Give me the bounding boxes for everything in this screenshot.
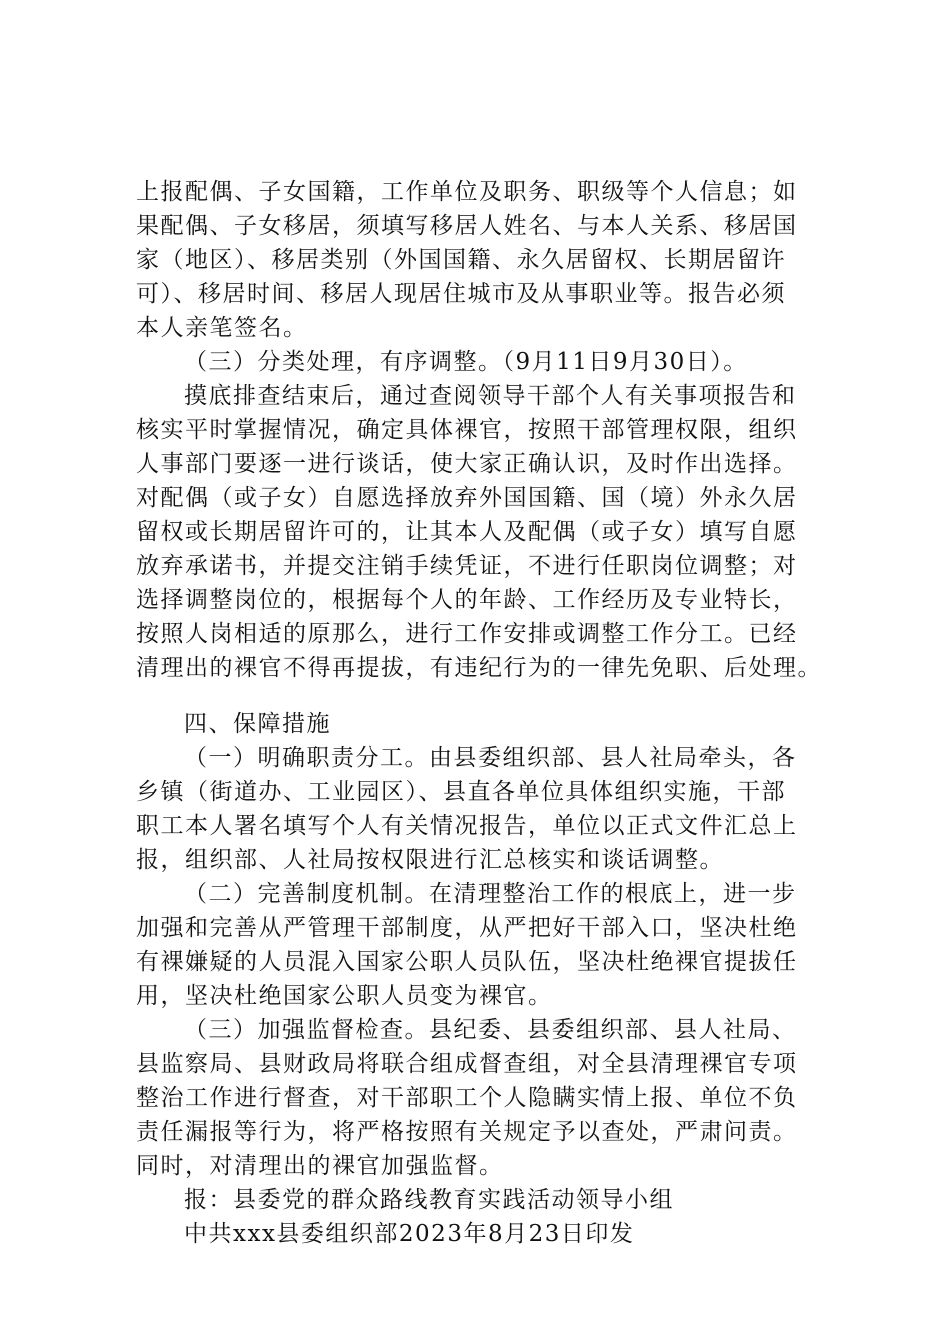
text-line: 同时，对清理出的裸官加强监督。	[136, 1153, 504, 1179]
text-line: 果配偶、子女移居，须填写移居人姓名、与本人关系、移居国	[136, 213, 798, 239]
text-line: 选择调整岗位的，根据每个人的年龄、工作经历及专业特长，	[136, 587, 798, 613]
text-line: （二）完善制度机制。在清理整治工作的根底上，进一步	[184, 881, 797, 907]
report-to-line: 报：县委党的群众路线教育实践活动领导小组	[184, 1187, 674, 1213]
text-line: 整治工作进行督查，对干部职工个人隐瞒实情上报、单位不负	[136, 1085, 798, 1111]
text-line: 上报配偶、子女国籍，工作单位及职务、职级等个人信息；如	[136, 179, 798, 205]
text-line: 报，组织部、人社局按权限进行汇总核实和谈话调整。	[136, 847, 724, 873]
text-line: 可）、移居时间、移居人现居住城市及从事职业等。报告必须	[136, 281, 786, 307]
text-line: 加强和完善从严管理干部制度，从严把好干部入口，坚决杜绝	[136, 915, 798, 941]
text-line: 核实平时掌握情况，确定具体裸官，按照干部管理权限，组织	[136, 417, 798, 443]
text-line: 家（地区）、移居类别（外国国籍、永久居留权、长期居留许	[136, 247, 786, 273]
text-line: 用，坚决杜绝国家公职人员变为裸官。	[136, 983, 553, 1009]
text-line: 留权或长期居留许可的，让其本人及配偶（或子女）填写自愿	[136, 519, 798, 545]
text-line: 摸底排查结束后，通过查阅领导干部个人有关事项报告和	[184, 383, 797, 409]
text-line: 清理出的裸官不得再提拔，有违纪行为的一律先免职、后处理。	[136, 655, 822, 681]
text-line: 对配偶（或子女）自愿选择放弃外国国籍、国（境）外永久居	[136, 485, 798, 511]
text-line: 人事部门要逐一进行谈话，使大家正确认识，及时作出选择。	[136, 451, 798, 477]
issuer-date-line: 中共xxx县委组织部2023年8月23日印发	[184, 1221, 635, 1247]
text-line: 按照人岗相适的原那么，进行工作安排或调整工作分工。已经	[136, 621, 798, 647]
text-line: 职工本人署名填写个人有关情况报告，单位以正式文件汇总上	[136, 813, 798, 839]
text-line: 有裸嫌疑的人员混入国家公职人员队伍，坚决杜绝裸官提拔任	[136, 949, 798, 975]
text-line: （三）加强监督检查。县纪委、县委组织部、县人社局、	[184, 1017, 797, 1043]
text-line: 责任漏报等行为，将严格按照有关规定予以查处，严肃问责。	[136, 1119, 798, 1145]
text-line: 放弃承诺书，并提交注销手续凭证，不进行任职岗位调整；对	[136, 553, 798, 579]
text-line: 本人亲笔签名。	[136, 315, 308, 341]
text-line: 乡镇（街道办、工业园区）、县直各单位具体组织实施，干部	[136, 779, 786, 805]
section-heading: （三）分类处理，有序调整。（9月11日9月30日）。	[184, 349, 748, 375]
text-line: 县监察局、县财政局将联合组成督查组，对全县清理裸官专项	[136, 1051, 798, 1077]
text-line: （一）明确职责分工。由县委组织部、县人社局牵头，各	[184, 745, 797, 771]
section-heading: 四、保障措施	[184, 711, 331, 737]
